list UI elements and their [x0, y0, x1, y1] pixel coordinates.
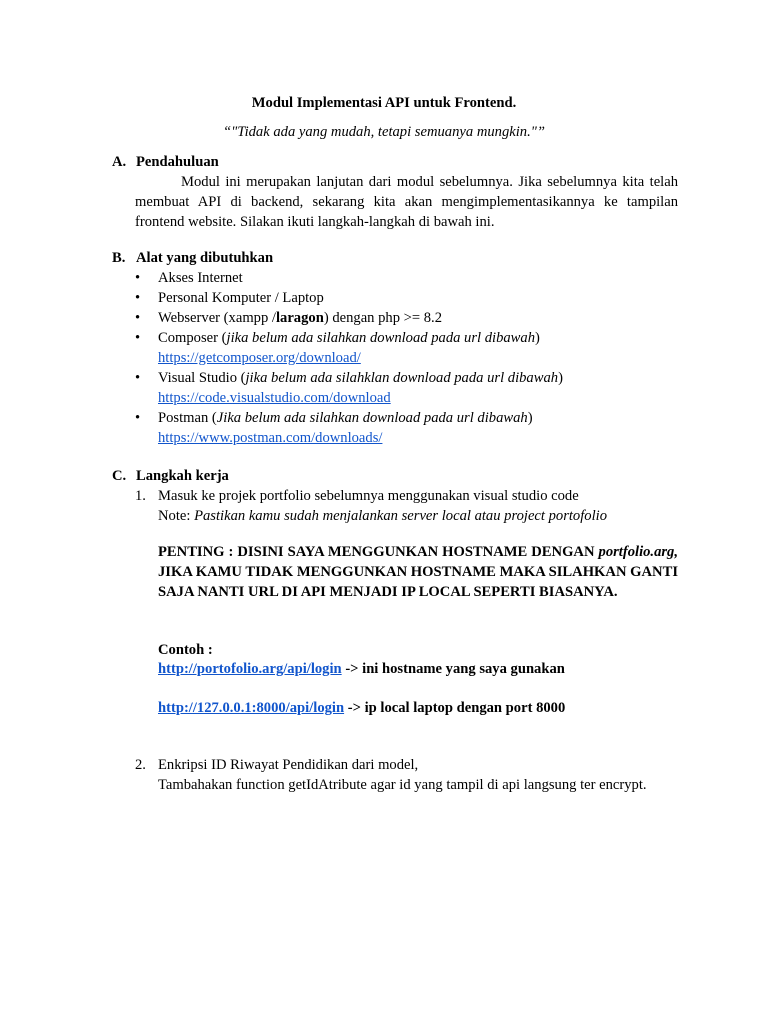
document-title: Modul Implementasi API untuk Frontend. — [251, 95, 517, 111]
section-a-paragraph: Modul ini merupakan lanjutan dari modul sebelumnya. Jika sebelumnya kita telah membuat API di backend, sekarang kita akan mengimplementasikannya ke tampilan frontend website. Silakan ikuti langkah-langkah di bawah ini. — [135, 174, 678, 230]
step-1-text: Masuk ke projek portfolio sebelumnya menggunakan visual studio code — [158, 488, 579, 504]
step-2-number: 2. — [135, 757, 146, 773]
tools-list — [135, 268, 678, 448]
step-2-subtext: Tambahakan function getIdAtribute agar id yang tampil di api langsung ter encrypt. — [158, 777, 647, 793]
list-item: • Webserver (xampp /laragon) dengan php >= 8.2 — [135, 308, 678, 328]
example-line-1: http://portofolio.arg/api/login -> ini hostname yang saya gunakan — [158, 661, 565, 677]
hostname-api-link[interactable]: http://portofolio.arg/api/login — [158, 661, 342, 677]
hostname-text: portfolio.arg, — [598, 544, 678, 560]
section-c-letter: C. — [112, 468, 127, 484]
section-a-heading — [112, 152, 219, 172]
step-2 — [135, 755, 678, 795]
localhost-api-link[interactable]: http://127.0.0.1:8000/api/login — [158, 700, 345, 716]
list-item: • Composer (jika belum ada silahkan download pada url dibawah) https://getcomposer.org/download/ — [135, 328, 678, 368]
document-quote: “"Tidak ada yang mudah, tetapi semuanya mungkin."” — [223, 124, 545, 140]
postman-download-link[interactable]: https://www.postman.com/downloads/ — [158, 430, 383, 446]
important-warning: PENTING : DISINI SAYA MENGGUNKAN HOSTNAME DENGAN portfolio.arg, JIKA KAMU TIDAK MENGGUNKAN HOSTNAME MAKA SILAHKAN GANTI SAJA NANTI URL DI API MENJADI IP LOCAL SEPERTI BIASANYA. — [158, 544, 678, 600]
step-1-number: 1. — [135, 488, 146, 504]
list-item: • Personal Komputer / Laptop — [135, 288, 678, 308]
vscode-download-link[interactable]: https://code.visualstudio.com/download — [158, 390, 391, 406]
section-a-letter: A. — [112, 154, 127, 170]
example-line-2: http://127.0.0.1:8000/api/login -> ip local laptop dengan port 8000 — [158, 700, 566, 716]
section-b-letter: B. — [112, 250, 126, 266]
list-item: • Visual Studio (jika belum ada silahklan download pada url dibawah) https://code.visualstudio.com/download — [135, 368, 678, 408]
step-2-text: Enkripsi ID Riwayat Pendidikan dari model, — [158, 757, 419, 773]
list-item: • Postman (Jika belum ada silahkan download pada url dibawah) https://www.postman.com/downloads/ — [135, 408, 678, 448]
composer-download-link[interactable]: https://getcomposer.org/download/ — [158, 350, 361, 366]
step-1-note: Note: Pastikan kamu sudah menjalankan server local atau project portofolio — [158, 508, 607, 524]
section-c-heading — [112, 466, 229, 486]
section-c-title: Langkah kerja — [136, 468, 229, 484]
example-label: Contoh : — [158, 642, 213, 658]
section-a-title: Pendahuluan — [136, 154, 219, 170]
section-b-heading — [112, 248, 273, 268]
step-1 — [135, 486, 678, 526]
list-item: • Akses Internet — [135, 268, 678, 288]
section-b-title: Alat yang dibutuhkan — [136, 250, 274, 266]
